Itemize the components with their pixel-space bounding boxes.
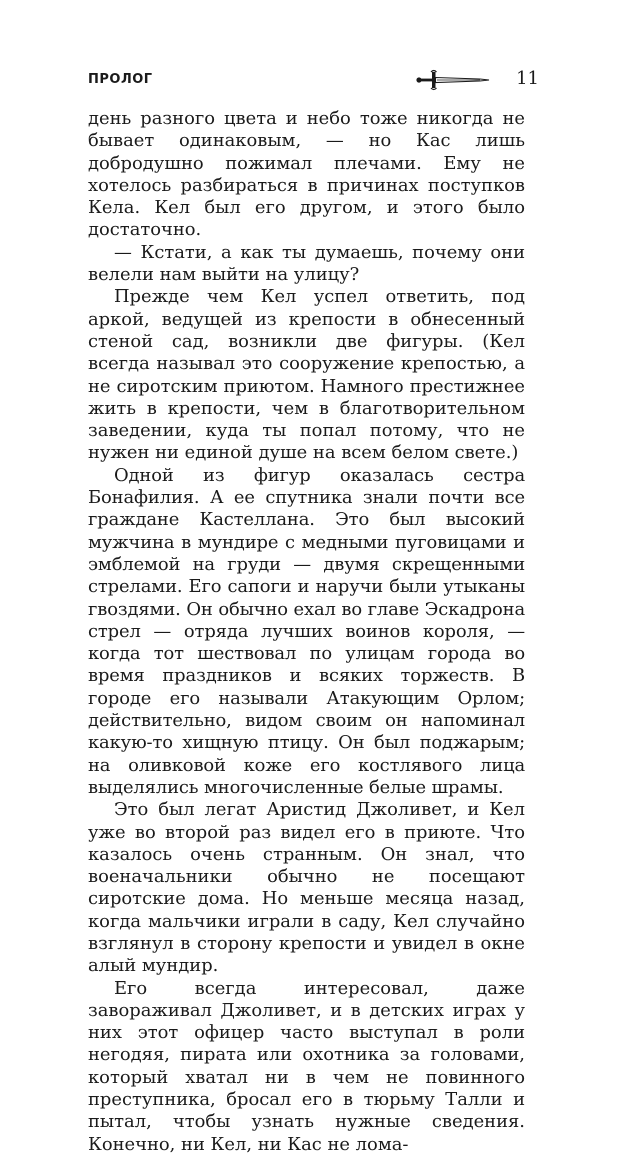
paragraph: день разного цвета и небо тоже никогда не бывает одинаковым, — но Кас лишь добродушно пожимал плечами. Ему не хотелось разбираться в причинах поступков Кела. Кел был его другом, и этого было достаточно. [88,108,525,241]
paragraph: Прежде чем Кел успел ответить, под аркой, ведущей из крепости в обнесенный стеной сад, возникли две фигуры. (Кел всегда называл это сооружение крепостью, а не сиротским приютом. Намного престижнее жить в крепости, чем в благотворительном заведении, куда ты попал потому, что не нужен ни единой душе на всем белом свете.) [88,286,525,464]
chapter-title: ПРОЛОГ [88,72,153,87]
paragraph: — Кстати, а как ты думаешь, почему они велели нам выйти на улицу? [88,241,525,286]
paragraph: Одной из фигур оказалась сестра Бонафилия. А ее спутника знали почти все граждане Кастеллана. Это был высокий мужчина в мундире с медными пуговицами и эмблемой на груди — двумя скрещенными стрелами. Его сапоги и наручи были утыканы гвоздями. Он обычно ехал во главе Эскадрона стрел — отряда лучших воинов короля, — когда тот шествовал по улицам города во время праздников и всяких торжеств. В городе его называли Атакующим Орлом; действительно, видом своим он напоминал какую-то хищную птицу. Он был поджарым; на оливковой коже его костлявого лица выделялись многочисленные белые шрамы. [88,464,525,798]
page-number: 11 [516,68,539,89]
running-header [88,60,539,100]
text-body [88,108,525,1156]
dagger-ornament-icon [416,68,490,92]
paragraph: Это был легат Аристид Джоливет, и Кел уже во второй раз видел его в приюте. Что казалось очень странным. Он знал, что военачальники обычно не посещают сиротские дома. Но меньше месяца назад, когда мальчики играли в саду, Кел случайно взглянул в сторону крепости и увидел в окне алый мундир. [88,799,525,977]
paragraph: Его всегда интересовал, даже завораживал Джоливет, и в детских играх у них этот офицер часто выступал в роли негодяя, пирата или охотника за головами, который хватал ни в чем не повинного преступника, бросал его в тюрьму Талли и пытал, чтобы узнать нужные сведения. Конечно, ни Кел, ни Кас не лома- [88,977,525,1155]
